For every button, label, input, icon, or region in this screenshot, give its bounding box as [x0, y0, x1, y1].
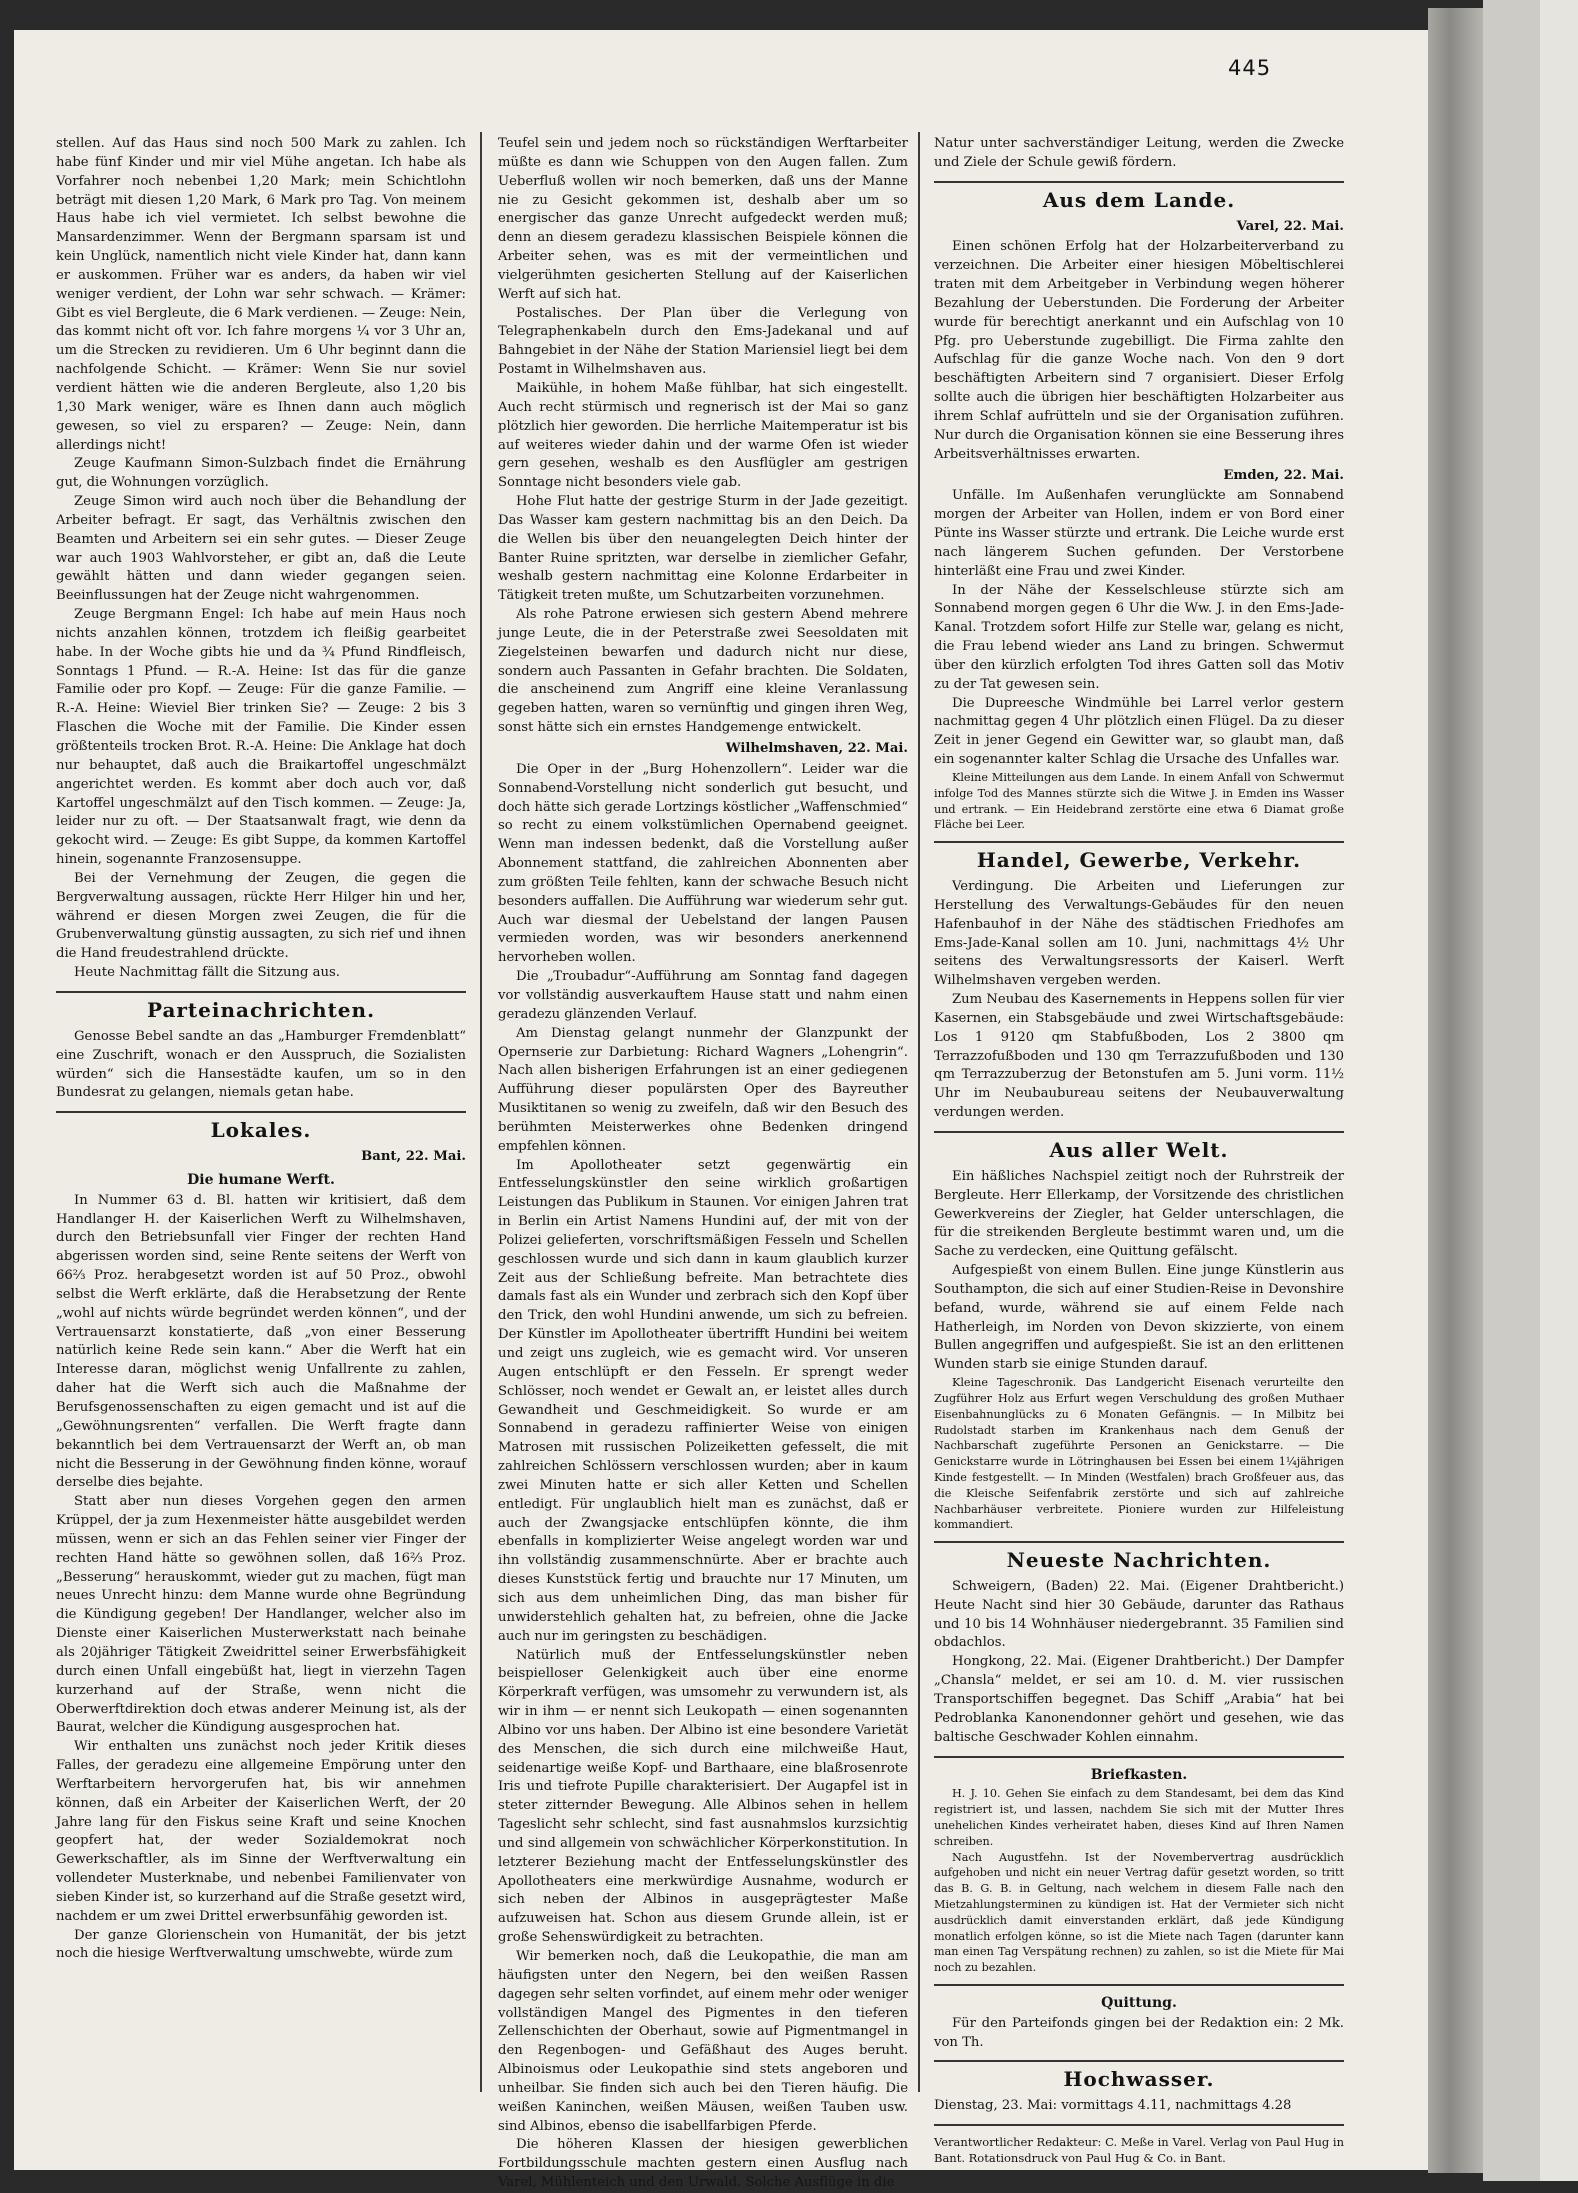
section-heading-welt: Aus aller Welt. [1049, 1138, 1229, 1162]
dateline: Wilhelmshaven, 22. Mai. [725, 741, 908, 756]
dateline: Emden, 22. Mai. [1223, 467, 1344, 483]
article-text: Die Oper in der „Burg Hohenzollern“. Leider war die Sonnabend-Vorstellung nicht sonderlich gut besucht, und doch hätte sich gerade Lortzings köstlicher „Waffenschmied“ so recht zu einem volkstümlichen Opernabend geeignet. Wenn man indessen bedenkt, daß die Vorstellung außer Abonnement stattfand, die zahlreichen Abonnenten aber zum größten Teile fehlten, kann der schwache Besuch nicht besonders auffallen. Die Aufführung war wiederum sehr gut. Auch war diesmal der Uebelstand der langen Pausen vermieden worden, was wir besonders anerkennend hervorheben wollen. [498, 761, 908, 966]
article-text: In der Nähe der Kesselschleuse stürzte sich am Sonnabend morgen gegen 6 Uhr die Ww. J. in den Ems-Jade-Kanal. Trotzdem sofort Hilfe zur Stelle war, gelang es nicht, die Frau lebend wieder ans Land zu bringen. Schwermut über den kürzlich erfolgten Tod ihres Gatten soll das Motiv zu der Tat gewesen sein. [934, 582, 1344, 692]
section-rule [934, 1984, 1344, 1986]
section-rule [934, 2124, 1344, 2126]
article-text: Statt aber nun dieses Vorgehen gegen den armen Krüppel, der ja zum Hexenmeister hätte ausgebildet werden müssen, wenn er sich an das Fehlen seiner vier Finger der rechten Hand hätte so gewöhnen sollen, daß 16⅔ Proz. „Besserung“ herauskommt, wieder gut zu machen, fügt man neues Unrecht hinzu: dem Manne wurde ohne Begründung die Kündigung gegeben! Der Handlanger, welcher also im Dienste einer Kaiserlichen Musterwerkstatt nach beinahe als 20jähriger Tätigkeit Zweidrittel seiner Erwerbsfähigkeit durch einen Unfall eingebüßt hat, liegt in vierzehn Tagen kurzerhand auf der Straße, wenn nicht die Oberwerftdirektion doch etwas anderer Meinung ist, als der Baurat, welcher die Kündigung ausgesprochen hat. [56, 1494, 466, 1736]
column-rule-1 [480, 132, 482, 2092]
book-edge-light [1540, 0, 1578, 2181]
article-text: Unfälle. Im Außenhafen verunglückte am Sonnabend morgen der Arbeiter van Hollen, indem er von Bord einer Pünte ins Wasser stürzte und ertrank. Die Leiche wurde erst nach längerem Suchen gefunden. Der Verstorbene hinterläßt eine Frau und zwei Kinder. [934, 488, 1344, 579]
section-rule [56, 991, 466, 993]
section-heading-neueste: Neueste Nachrichten. [1006, 1548, 1272, 1573]
article-text: Heute Nachmittag fällt die Sitzung aus. [74, 965, 340, 981]
article-text: Maikühle, in hohem Maße fühlbar, hat sich eingestellt. Auch recht stürmisch und regnerisch ist der Mai so ganz plötzlich hier geworden. Die herrliche Maitemperatur ist bis auf weiteres wieder dahin und der warme Ofen ist wieder gern gesehen, weshalb es den Ausflügler am gestrigen Sonntage nicht besonders viele gab. [498, 380, 908, 491]
section-heading-partei: Parteinachrichten. [146, 997, 376, 1022]
article-text: Nach Augustfehn. Ist der Novembervertrag ausdrücklich aufgehoben und nicht ein neuer Vertrag dafür gesetzt worden, so tritt das B. G. B. in Geltung, nach welchem in diesem Falle nach den Mietzahlungsterminen zu kündigen ist. Hat der Vermieter sich nicht ausdrücklich damit einverstanden erklärt, daß jede Kündigung monatlich erfolgen könne, so ist die Miete nach Tagen (darunter kann man einen Tag Verspätung rechnen) zu zahlen, so ist die Miete für Mai noch zu bezahlen. [934, 1850, 1344, 1975]
article-text: Verdingung. Die Arbeiten und Lieferungen zur Herstellung des Verwaltungs-Gebäudes für den neuen Hafenbauhof in der Nähe des städtischen Friedhofes am Ems-Jade-Kanal sollen am 10. Juni, nachmittags 4½ Uhr seitens des Verwaltungsressorts der Kaiserl. Werft Wilhelmshaven vergeben werden. [934, 879, 1344, 989]
column-rule-2 [918, 132, 920, 2092]
article-text: Die Dupreesche Windmühle bei Larrel verlor gestern nachmittag gegen 4 Uhr plötzlich einen Flügel. Da zu dieser Zeit in jener Gegend ein Gewitter war, so glaubt man, daß ein sogenannter kalter Schlag die Ursache des Unfalles war. [934, 695, 1344, 768]
article-text: Im Apollotheater setzt gegenwärtig ein Entfesselungskünstler den seine wirklich großartigen Leistungen das Publikum in Staunen. Vor einigen Jahren trat in Berlin ein Artist Namens Hundini auf, der mit von der Polizei gelieferten, vorschriftsmäßigen Fesseln und Schellen geschlossen wurde und sich dann in kaum glaublich kurzer Zeit aus der Schließung befreite. Man betrachtete dies damals fast als ein Wunder und zerbrach sich den Kopf über den Trick, den wohl Hundini anwende, um sich zu befreien. Der Künstler im Apollotheater übertrifft Hundini bei weitem und zeigt uns zugleich, wie es gemacht wird. Vor unseren Augen entschlüpft er den Fesseln. Er sprengt weder Schlösser, noch wendet er Gewalt an, er leistet alles durch Gewandheit und Geschmeidigkeit. So wurde er am Sonnabend in geradezu raffinierter Weise von einigen Matrosen mit russischen Polizeiketten gefesselt, die mit zahlreichen Schlössern verschlossen wurden; aber in kaum zwei Minuten hatte er sich aller Ketten und Schellen entledigt. Für unglaublich hielt man es zunächst, daß er auch der Zwangsjacke entschlüpfen könnte, die ihm ebenfalls in komplizierter Weise angelegt worden war und ihn vollständig zusammenschnürte. Aber er brachte auch dieses Kunststück fertig und brauchte nur 17 Minuten, um sich aus dem unheimlichen Ding, das man bisher für unwiderstehlich gehalten hat, zu befreien, ohne die Jacke auch nur im geringsten zu beschädigen. [498, 1157, 908, 1644]
section-rule [934, 1756, 1344, 1758]
article-text: H. J. 10. Gehen Sie einfach zu dem Standesamt, bei dem das Kind registriert ist, und lassen, nachdem Sie sich mit der Mutter Ihres unehelichen Kindes verheiratet haben, dieses Kind auf Ihren Namen schreiben. [934, 1787, 1344, 1848]
article-text: Als rohe Patrone erwiesen sich gestern Abend mehrere junge Leute, die in der Peterstraße zwei Seesoldaten mit Ziegelsteinen bewarfen und dadurch nicht nur diese, sondern auch Passanten in Gefahr brachten. Die Soldaten, die anscheinend zum Angriff eine kleine Veranlassung gegeben hatten, waren so vernünftig und gingen ihren Weg, sonst hätte sich ein ernstes Handgemenge entwickelt. [498, 607, 908, 736]
article-text: Ein häßliches Nachspiel zeitigt noch der Ruhrstreik der Bergleute. Herr Ellerkamp, der Vorsitzende des christlichen Gewerkvereins der Ziegler, hat Gelder unterschlagen, die für die streikenden Bergleute bestimmt waren und, um die Sache zu verdecken, eine Quittung gefälscht. [934, 1168, 1344, 1260]
section-heading-hochwasser: Hochwasser. [1063, 2067, 1215, 2092]
section-heading-quittung: Quittung. [1101, 1994, 1177, 2011]
dateline: Varel, 22. Mai. [1236, 218, 1344, 234]
article-text: Die „Troubadur“-Aufführung am Sonntag fand dagegen vor vollständig ausverkauftem Hause statt und nahm einen geradezu glänzenden Verlauf. [498, 969, 908, 1022]
article-heading: Die humane Werft. [187, 1171, 335, 1188]
article-text: Zum Neubau des Kasernements in Heppens sollen für vier Kasernen, ein Stabsgebäude und zwei Wirtschaftsgebäude: Los 1 9120 qm Stabfußboden, Los 2 3800 qm Terrazzofußboden und 130 qm Terrazzufußboden und 130 qm Terrazzuberzug der Betonstufen am 5. Juni vorm. 11½ Uhr im Neubaubureau seitens der Neubauverwaltung verdungen werden. [934, 992, 1344, 1121]
section-rule [56, 1111, 466, 1113]
section-rule [934, 1131, 1344, 1133]
article-text: Bei der Vernehmung der Zeugen, die gegen die Bergverwaltung aussagen, rückte Herr Hilger hin und her, während er diesen Morgen zwei Zeugen, die für die Grubenverwaltung günstig aussagten, zu sich rief und ihnen die Hand freudestrahlend drückte. [56, 870, 466, 962]
article-text: Teufel sein und jedem noch so rückständigen Werftarbeiter müßte es dann wie Schuppen von den Augen fallen. Zum Ueberfluß wollen wir noch bemerken, daß uns der Manne nie zu Gesicht gekommen ist, deshalb aber um so energischer das ganze Unrecht aufgedeckt werden muß; denn an diesem geradezu klassischen Beispiele können die Arbeiter sehen, was es mit der vermeintlichen und vielgerühmten gesicherten Stellung auf der Kaiserlichen Werft auf sich hat. [498, 136, 908, 302]
article-text: Aufgespießt von einem Bullen. Eine junge Künstlerin aus Southampton, die sich auf einer Studien-Reise in Devonshire befand, wurde, während sie auf einem Felde nach Hatherleigh, im Norden von Devon skizzierte, von einem Bullen angegriffen und aufgespießt. Sie ist an den erlittenen Wunden starb sie einige Stunden darauf. [934, 1263, 1344, 1373]
article-text: Am Dienstag gelangt nunmehr der Glanzpunkt der Opernserie zur Darbietung: Richard Wagners „Lohengrin“. Nach allen bisherigen Erfahrungen ist an einer gediegenen Aufführung dieser populärsten Oper des Bayreuther Musiktitanen so wenig zu zweifeln, daß wir den Besuch des berühmten Meisterwerkes ohne Bedenken dringend empfehlen können. [498, 1025, 908, 1154]
column-1 [56, 135, 466, 1964]
article-text: Für den Parteifonds gingen bei der Redaktion ein: 2 Mk. von Th. [934, 2015, 1344, 2050]
article-text: Zeuge Kaufmann Simon-Sulzbach findet die Ernährung gut, die Wohnungen vorzüglich. [56, 456, 466, 491]
binding-spine [1428, 8, 1483, 2173]
article-text: Genosse Bebel sandte an das „Hamburger Fremdenblatt“ eine Zuschrift, wonach er den Ausspruch, die Sozialisten würden“ sich die Hansestädte kaufen, um so in den Bundesrat zu gelangen, niemals getan habe. [56, 1028, 466, 1101]
article-text: Einen schönen Erfolg hat der Holzarbeiterverband zu verzeichnen. Die Arbeiter einer hiesigen Möbeltischlerei traten mit dem Arbeitgeber in Verbindung wegen höherer Bezahlung der Ueberstunden. Die Forderung der Arbeiter wurde für berechtigt anerkannt und ein Aufschlag von 10 Pfg. pro Ueberstunde zugebilligt. Die Firma zahlte den Aufschlag für die ganze Woche nach. Von den 9 dort beschäftigten Arbeitern sind 7 organisiert. Dieser Erfolg sollte auch die übrigen hier beschäftigten Holzarbeiter aus ihrem Schlaf aufrütteln und sie der Organisation zuführen. Nur durch die Organisation können sie eine Besserung ihres Arbeitsverhältnisses erwarten. [934, 239, 1344, 462]
article-text: Hongkong, 22. Mai. (Eigener Drahtbericht.) Der Dampfer „Chansla“ meldet, er sei am 10. d. M. vier russischen Transportschiffen begegnet. Das Schiff „Arabia“ hat bei Pedroblanka Kanonendonner gehört und gesehen, wie das baltische Geschwader Kohlen einnahm. [934, 1654, 1344, 1745]
article-text: Natürlich muß der Entfesselungskünstler neben beispielloser Gelenkigkeit auch über eine enorme Körperkraft verfügen, was umsomehr zu verwundern ist, als wir in ihm — er nennt sich Leukopath — einen sogenannten Albino vor uns haben. Der Albino ist eine besondere Varietät des Menschen, die sich durch eine milchweiße Haut, seidenartige weiße Kopf- und Barthaare, eine blaßrosenrote Iris und tiefrote Pupille charakterisiert. Der Augapfel ist in steter zitternder Bewegung. Alle Albinos sehen in hellem Tageslicht sehr schlecht, sind fast ausnahmslos kurzsichtig und sind allgemein von schwächlicher Körperkonstitution. In letzterer Beziehung macht der Entfesselungskünstler des Apollotheaters eine merkwürdige Ausnahme, wodurch er sich neben der Albinos in ausgeprägtester Maße aufzuweisen hat. Schon aus diesem Grunde allein, ist er große Sehenswürdigkeit zu betrachten. [498, 1647, 908, 1946]
article-text: Kleine Tageschronik. Das Landgericht Eisenach verurteilte den Zugführer Holz aus Erfurt wegen Verschuldung des großen Muthaer Eisenbahnunglücks zu 6 Monaten Gefängnis. — In Milbitz bei Rudolstadt starben im Krankenhaus nach dem Genuß der Nachbarschaft zugeführte Personen an Genickstarre. — Die Genickstarre wurde in Lötringhausen bei Essen bei einem 1¼jährigen Kinde festgestellt. — In Minden (Westfalen) brach Großfeuer aus, das die Kleische Seifenfabrik zerstörte und sich auf zahlreiche Nachbarhäuser verbreitete. Pioniere wurden zur Hilfeleistung kommandiert. [934, 1376, 1344, 1532]
section-rule [934, 1541, 1344, 1543]
article-text: Wir bemerken noch, daß die Leukopathie, die man am häufigsten unter den Negern, bei den weißen Rassen dagegen sehr selten vorfindet, auf einem mehr oder weniger vollständigen Mangel des Pigmentes in den tieferen Zellenschichten der Oberhaut, sowie auf Pigmentmangel in den Regenbogen- und Gefäßhaut des Auges beruht. Albinoismus oder Leukopathie sind stets angeboren und unheilbar. Sie finden sich auch bei den Tieren häufig. Die weißen Kaninchen, weißen Mäusen, weißen Tauben usw. sind Albinos, ebenso die isabellfarbigen Pferde. [498, 1949, 908, 2134]
article-text: In Nummer 63 d. Bl. hatten wir kritisiert, daß dem Handlanger H. der Kaiserlichen Werft zu Wilhelmshaven, durch den Betriebsunfall vier Finger der rechten Hand abgerissen worden sind, seine Rente seitens der Werft von 66⅔ Proz. herabgesetzt worden ist auf 50 Proz., obwohl selbst die Werft erklärte, daß die Herabsetzung der Rente „wohl auf nichts würde begründet werden können“, und der Vertrauensarzt konstatierte, daß „von einer Besserung natürlich keine Rede sein kann.“ Aber die Werft hat ein Interesse daran, möglichst wenig Unfallrente zu zahlen, daher hat die Werft sich auch die Maßnahme der Berufsgenossenschaften zu eigen gemacht und ist auf die „Gewöhnungsrenten“ verfallen. Die Werft fragte dann bekanntlich bei dem Vertrauensarzt der Werft an, ob man nicht die Besserung in der Gewöhnung finden könne, worauf derselbe dies bejahte. [56, 1192, 466, 1491]
article-text: Zeuge Bergmann Engel: Ich habe auf mein Haus noch nichts anzahlen können, trotzdem ich fleißig gearbeitet habe. In der Woche gibts hie und da ¾ Pfund Rindfleisch, Sonntags 1 Pfund. — R.-A. Heine: Ist das für die ganze Familie oder pro Kopf. — Zeuge: Für die ganze Familie. — R.-A. Heine: Wieviel Bier trinken Sie? — Zeuge: 2 bis 3 Flaschen die Woche mit der Familie. Die Kinder essen größtenteils trocken Brot. R.-A. Heine: Die Anklage hat doch nur behauptet, daß auch die Braikartoffel ungeschmälzt angerichtet werden. Es kommt aber doch auch vor, daß Kartoffel ungeschmälzt auf den Tisch kommen. — Zeuge: Ja, leider nur zu oft. — Der Staatsanwalt fragt, wie denn da gekocht wird. — Zeuge: Es gibt Suppe, da kommen Kartoffel hinein, sogenannte Franzosensuppe. [56, 607, 466, 868]
section-rule [934, 841, 1344, 843]
section-heading-brief: Briefkasten. [1090, 1766, 1188, 1783]
article-text: stellen. Auf das Haus sind noch 500 Mark zu zahlen. Ich habe fünf Kinder und mir viel Mühe angetan. Ich habe als Vorfahrer noch nebenbei 1,20 Mark; mein Schichtlohn beträgt mit diesen 1,20 Mark, 6 Mark pro Tag. Von meinem Haus habe ich viel vermietet. Ich selbst bewohne die Mansardenzimmer. Wenn der Bergmann sparsam ist und kein Unglück, namentlich nicht viele Kinder hat, dann kann er auskommen. Früher war es anders, da haben wir viel weniger verdient, der Lohn war sehr schwach. — Krämer: Gibt es viel Bergleute, die 6 Mark verdienen. — Zeuge: Nein, das kommt nicht oft vor. Ich fahre morgens ¼ vor 3 Uhr an, um die Strecken zu revidieren. Um 6 Uhr beginnt dann die nachfolgende Schicht. — Krämer: Wenn Sie nur soviel verdient hätten wie die anderen Bergleute, also 1,20 bis 1,30 Mark weniger, wäre es Ihnen dann auch möglich gewesen, so viel zu ersparen? — Zeuge: Nein, dann allerdings nicht! [56, 136, 466, 453]
article-text: Der ganze Glorienschein von Humanität, der bis jetzt noch die hiesige Werftverwaltung umschwebte, würde zum [56, 1927, 466, 1962]
column-3 [934, 135, 1344, 2166]
article-text: Wir enthalten uns zunächst noch jeder Kritik dieses Falles, der geradezu eine allgemeine Empörung unter den Werftarbeitern hervorgerufen hat, bis wir annehmen können, daß ein Arbeiter der Kaiserlichen Werft, der 20 Jahre lang für den Fiskus seine Kraft und seine Knochen geopfert hat, der weder Sozialdemokrat noch Gewerkschaftler, als im Sinne der Werftverwaltung ein vollendeter Musterknabe, und nebenbei Familienvater von sieben Kinder ist, so kurzerhand auf die Straße gesetzt wird, nachdem er um zwei Drittel erwerbsunfähig geworden ist. [56, 1739, 466, 1924]
page-number: 445 [1228, 56, 1272, 80]
tide-times: Dienstag, 23. Mai: vormittags 4.11, nachmittags 4.28 [934, 2098, 1292, 2114]
dateline: Bant, 22. Mai. [361, 1149, 466, 1165]
article-text: Zeuge Simon wird auch noch über die Behandlung der Arbeiter befragt. Er sagt, das Verhältnis zwischen den Beamten und Arbeitern sei ein sehr gutes. — Dieser Zeuge war auch 1903 Wahlvorsteher, er gibt an, daß die Leute gewählt hätten und dann wieder gegangen seien. Beeinflussungen hat der Zeuge nicht wahrgenommen. [56, 494, 466, 604]
section-rule [934, 181, 1344, 183]
article-text: Hohe Flut hatte der gestrige Sturm in der Jade gezeitigt. Das Wasser kam gestern nachmittag bis an den Deich. Da die Wellen bis über den neuangelegten Deich hinter der Banter Ruine spritzten, war derselbe in ziemlicher Gefahr, weshalb gestern nachmittag eine Kolonne Erdarbeiter in Tätigkeit treten mußte, um Schutzarbeiten vorzunehmen. [498, 494, 908, 604]
article-text: Postalisches. Der Plan über die Verlegung von Telegraphenkabeln durch den Ems-Jadekanal und auf Bahngebiet in der Nähe der Station Mariensiel liegt bei dem Postamt in Wilhelmshaven aus. [498, 305, 908, 378]
section-heading-handel: Handel, Gewerbe, Verkehr. [976, 848, 1302, 873]
article-text: Schweigern, (Baden) 22. Mai. (Eigener Drahtbericht.) Heute Nacht sind hier 30 Gebäude, darunter das Rathaus und 10 bis 14 Wohnhäuser niedergebrannt. 35 Familien sind obdachlos. [934, 1578, 1344, 1651]
article-text: Die höheren Klassen der hiesigen gewerblichen Fortbildungsschule machten gestern einen Ausflug nach Varel, Mühlenteich und den Urwald. Solche Ausflüge in die [498, 2137, 908, 2191]
article-text: Natur unter sachverständiger Leitung, werden die Zwecke und Ziele der Schule gewiß fördern. [934, 136, 1344, 170]
section-heading-lande: Aus dem Lande. [1042, 187, 1236, 212]
section-rule [934, 2060, 1344, 2062]
article-text: Kleine Mitteilungen aus dem Lande. In einem Anfall von Schwermut infolge Tod des Mannes stürzte sich die Witwe J. in Emden ins Wasser und ertrank. — Ein Heidebrand zerstörte eine etwa 6 Diamat große Fläche bei Leer. [934, 771, 1344, 832]
column-2 [498, 135, 908, 2193]
section-heading-lokales: Lokales. [210, 1118, 312, 1143]
imprint: Verantwortlicher Redakteur: C. Meße in Varel. Verlag von Paul Hug in Bant. Rotationsdruck von Paul Hug & Co. in Bant. [934, 2135, 1344, 2166]
